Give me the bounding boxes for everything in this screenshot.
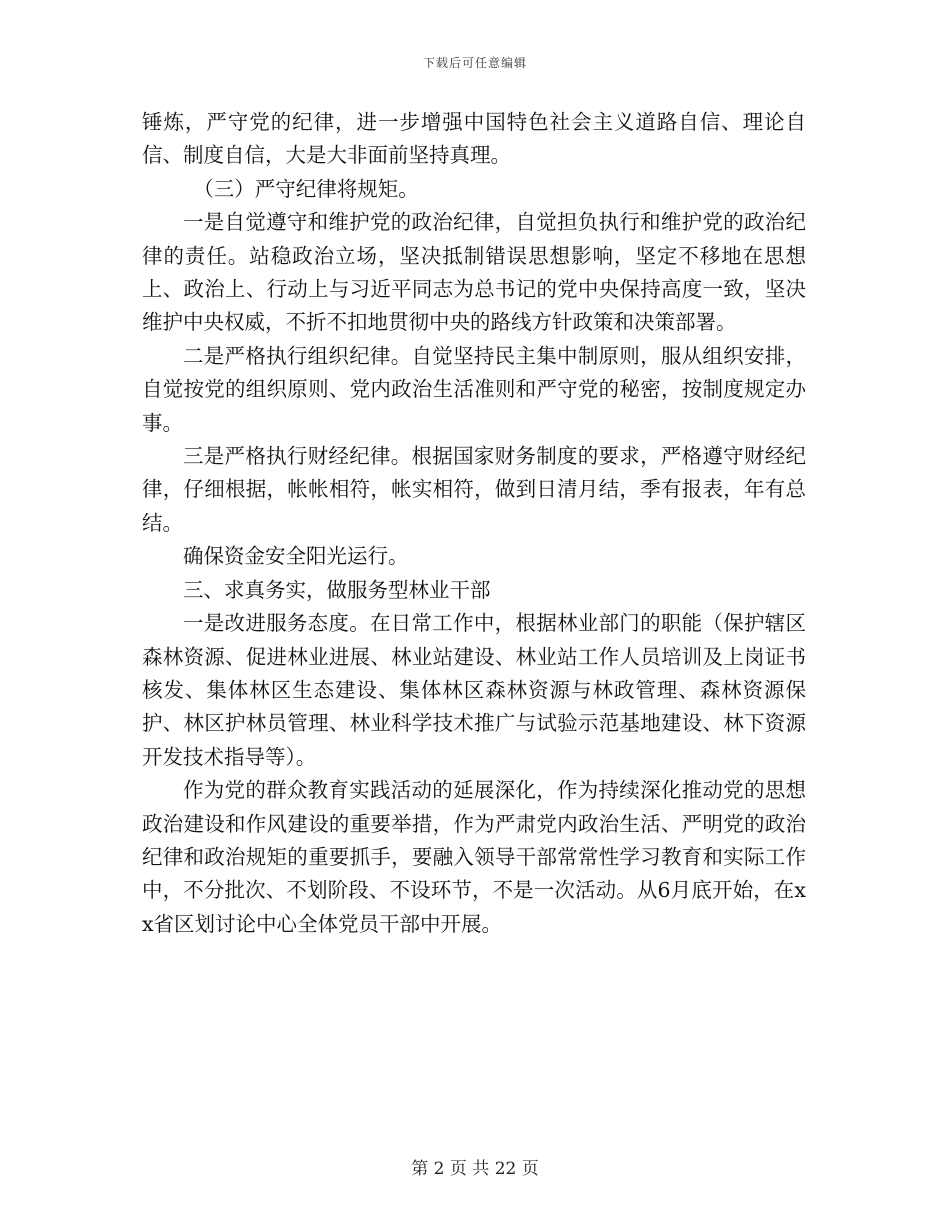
paragraph-financial-discipline: 三是严格执行财经纪律。根据国家财务制度的要求，严格遵守财经纪律，仔细根据，帐帐相符，帐实相符，做到日清月结，季有报表，年有总结。 [142,444,806,535]
paragraph-service-attitude: 一是改进服务态度。在日常工作中，根据林业部门的职能（保护辖区森林资源、促进林业进展、林业站建设、林业站工作人员培训及上岗证书核发、集体林区生态建设、集体林区森林资源与林政管理、森林资源保护、林区护林员管理、林业科学技术推广与试验示范基地建设、林下资源开发技术指导等）。 [142,611,806,769]
paragraph-fund-safety: 确保资金安全阳光运行。 [183,544,409,569]
page-number: 第 2 页 共 22 页 [411,1159,539,1179]
section-heading-service: 三、求真务实，做服务型林业干部 [183,577,491,602]
paragraph-education-practice: 作为党的群众教育实践活动的延展深化，作为持续深化推动党的思想政治建设和作风建设的重要举措，作为严肃党内政治生活、严明党的政治纪律和政治规矩的重要抓手，要融入领导干部常常性学习教育和实际工作中，不分批次、不划阶段、不设环节，不是一次活动。从6月底开始，在xx省区划讨论中心全体党员干部中开展。 [142,778,806,936]
section-heading-discipline: （三）严守纪律将规矩。 [193,176,419,201]
paragraph-organizational-discipline: 二是严格执行组织纪律。自觉坚持民主集中制原则，服从组织安排，自觉按党的组织原则、党内政治生活准则和严守党的秘密，按制度规定办事。 [142,343,806,435]
page-header: 下载后可任意编辑 [422,56,527,70]
paragraph-continuation: 锤炼，严守党的纪律，进一步增强中国特色社会主义道路自信、理论自信、制度自信，大是大非面前坚持真理。 [142,110,806,168]
document-body [142,106,806,941]
paragraph-political-discipline: 一是自觉遵守和维护党的政治纪律，自觉担负执行和维护党的政治纪律的责任。站稳政治立场，坚决抵制错误思想影响，坚定不移地在思想上、政治上、行动上与习近平同志为总书记的党中央保持高度一致，坚决维护中央权威，不折不扣地贯彻中央的路线方针政策和决策部署。 [142,210,806,335]
